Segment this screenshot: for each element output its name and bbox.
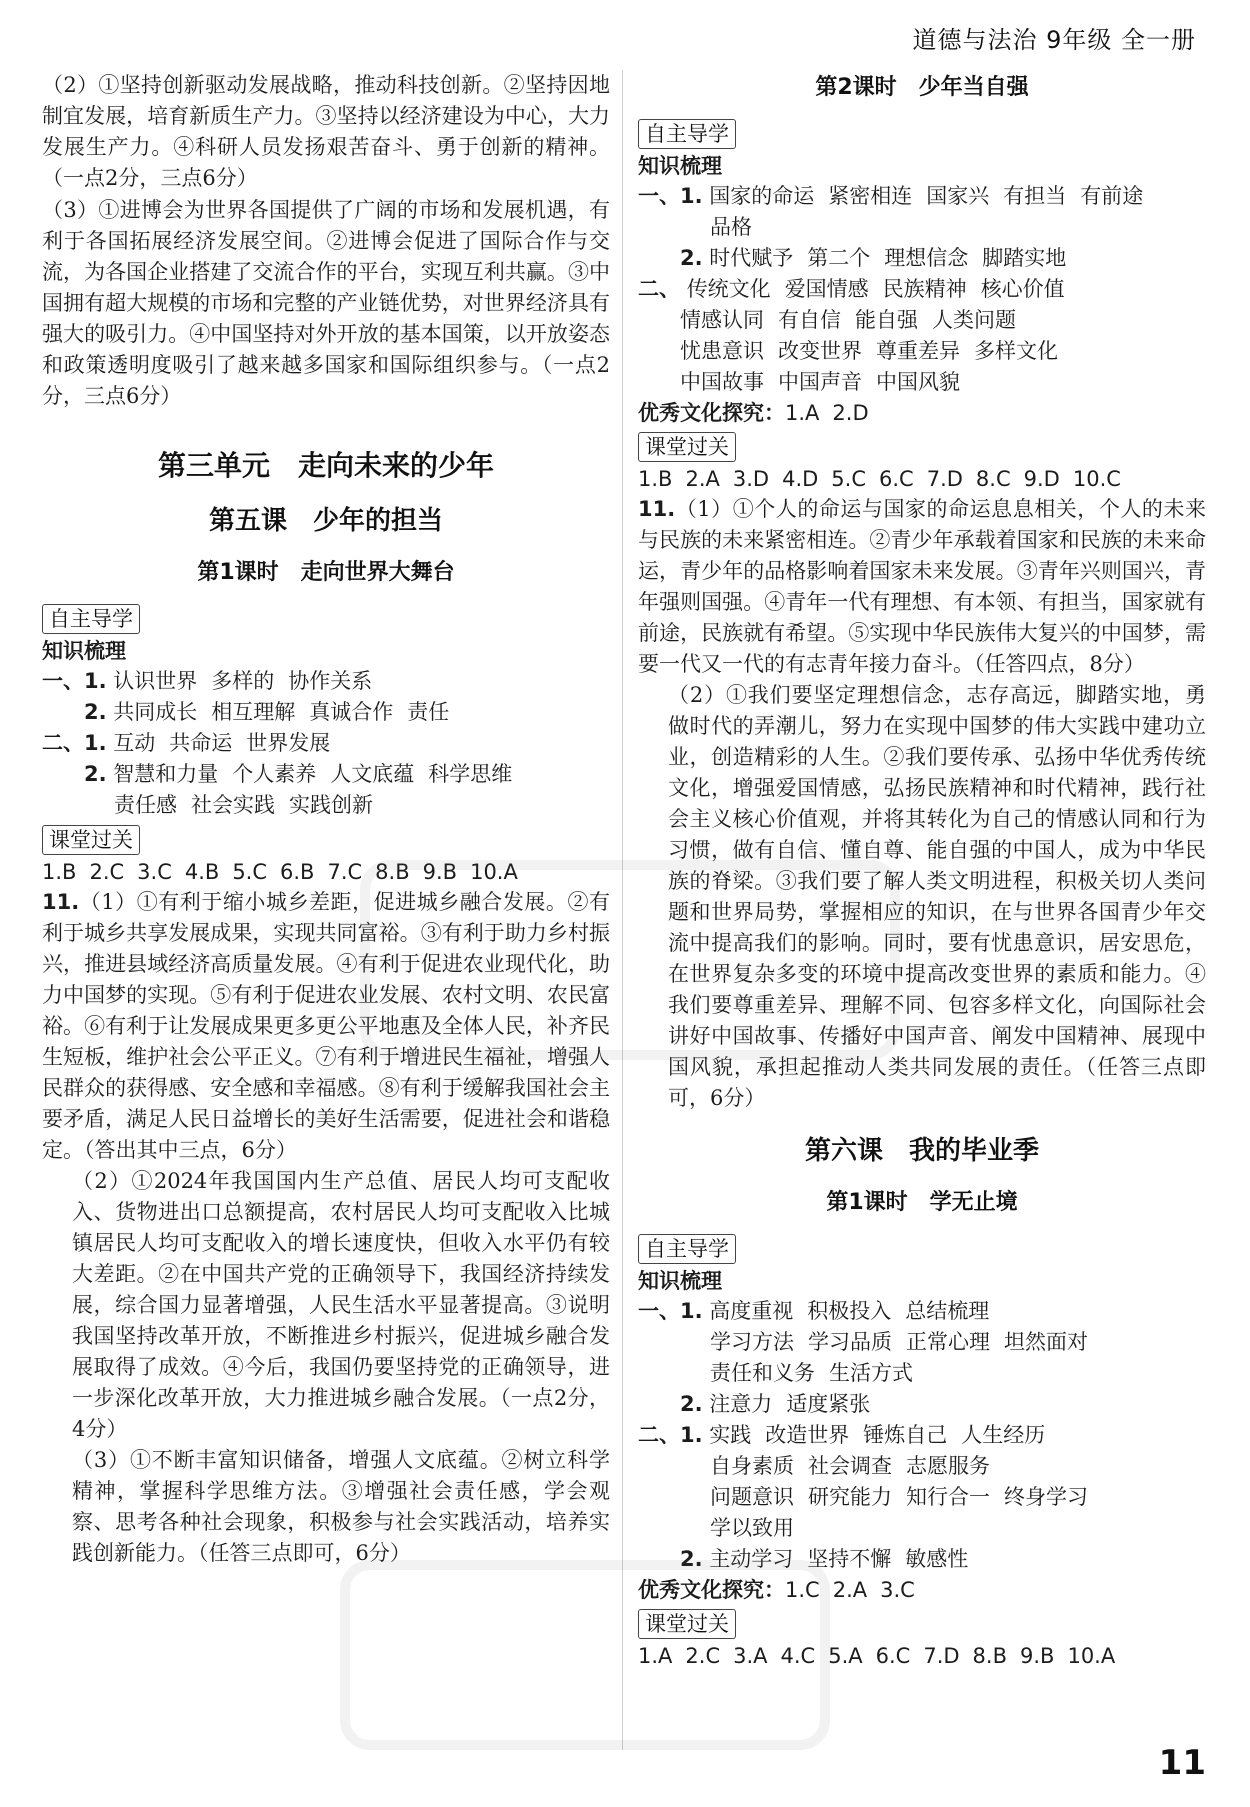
answer: 5.C [232,860,268,884]
culture-answers [638,1575,1206,1605]
term: 问题意识 [710,1485,794,1509]
term: 总结梳理 [905,1299,990,1323]
item-number: 2. [680,1392,703,1416]
term: 改造世界 [765,1423,850,1447]
term: 坦然面对 [1004,1330,1088,1354]
term: 忧患意识 [680,339,764,363]
answer-paragraph: （3）①不断丰富知识储备，增强人文底蕴。②树立科学精神，掌握科学思维方法。③增强社会责任感，学会观察、思考各种社会现象，积极参与社会实践活动，培养实践创新能力。（任答三点即可，6分） [72,1448,610,1565]
answer: 8.B [375,860,410,884]
term: 锤炼自己 [863,1423,948,1447]
item-number: 二、 [638,277,680,301]
answer: 6.C [879,467,914,491]
term: 责任感 [114,793,177,817]
term: 学习品质 [808,1330,892,1354]
answer-paragraph: （2）①我们要坚定理想信念，志存高远，脚踏实地，勇做时代的弄潮儿，努力在实现中国梦的伟大实践中建功立业，创造精彩的人生。②我们要传承、弘扬中华优秀传统文化，增强爱国情感，弘扬民族精神和时代精神，践行社会主义核心价值观，并将其转化为自己的情感认同和行为习惯，做有自信、懂自尊、能自强的中国人，成为中华民族的脊梁。③我们要了解人类文明进程，积极关切人类问题和世界局势，掌握相应的知识，在与世界各国青少年交流中提高我们的影响。同时，要有忧患意识，居安思危，在世界复杂多变的环境中提高改变世界的素质和能力。④我们要尊重差异、理解不同、包容多样文化，向国际社会讲好中国故事、传播好中国声音、阐发中国精神、展现中国风貌，承担起推动人类共同发展的责任。（任答三点即可，6分） [668,683,1206,1110]
term: 高度重视 [709,1299,794,1323]
term: 情感认同 [680,308,764,332]
answer: 9.B [422,860,458,884]
answer-paragraph: （2）①2024年我国国内生产总值、居民人均可支配收入、货物进出口总额提高，农村居民人均可支配收入比城镇居民人均可支配收入的增长速度快，但收入水平仍有较大差距。②在中国共产党的正确领导下，我国经济持续发展，综合国力显著增强，人民生活水平显著提高。③说明我国坚持改革开放，不断推进乡村振兴，促进城乡融合发展取得了成效。④今后，我国仍要坚持党的正确领导，进一步深化改革开放，大力推进城乡融合发展。（一点2分，4分） [72,1169,610,1441]
item-number: 一、1. [42,669,107,693]
term: 核心价值 [980,277,1065,301]
knowledge-line [638,1358,1206,1389]
answer: 2.C [89,860,125,884]
answer: 3.D [732,467,770,491]
period-title: 第2课时 少年当自强 [815,75,1029,100]
answer-paragraph: （3）①进博会为世界各国提供了广阔的市场和发展机遇，有利于各国拓展经济发展空间。②进博会促进了国际合作与交流，为各国企业搭建了交流合作的平台，实现互利共赢。③中国拥有超大规模的市场和完整的产业链优势，对世界经济具有强大的吸引力。④中国坚持对外开放的基本国策，以开放姿态和政策透明度吸引了越来越多国家和国际组织参与。（一点2分，三点6分） [42,198,610,408]
knowledge-line [638,1482,1206,1513]
sub-label: 知识梳理 [638,154,722,178]
question-number: 11. [638,497,676,521]
term: 实践创新 [289,793,373,817]
culture-label: 优秀文化探究： [638,401,785,425]
knowledge-line [638,243,1206,274]
term: 智慧和力量 [113,762,219,786]
term: 真诚合作 [309,700,394,724]
answer: 1.B [42,860,77,884]
question-answer [638,494,1206,680]
answer: 4.D [782,467,819,491]
answer: 6.B [280,860,315,884]
term: 研究能力 [808,1485,892,1509]
period-title: 第1课时 走向世界大舞台 [197,560,455,585]
term: 适度紧张 [786,1392,871,1416]
term: 知行合一 [906,1485,990,1509]
term: 科学思维 [428,762,513,786]
sub-label: 知识梳理 [638,1269,722,1293]
term: 理想信念 [884,246,969,270]
term: 中国声音 [778,370,862,394]
term: 人类问题 [932,308,1016,332]
right-column [638,70,1206,1671]
answer-text: （1）①有利于缩小城乡差距，促进城乡融合发展。②有利于城乡共享发展成果，实现共同富裕。③有利于助力乡村振兴，推进县域经济高质量发展。④有利于促进农业现代化，助力中国梦的实现。⑤有利于促进农业发展、农村文明、农民富裕。⑥有利于让发展成果更多更公平地惠及全体人民，补齐民生短板，维护社会公平正义。⑦有利于增进民生福祉，增强人民群众的获得感、安全感和幸福感。⑧有利于缓解我国社会主要矛盾，满足人民日益增长的美好生活需要，促进社会和谐稳定。（答出其中三点，6分） [42,890,610,1162]
term: 注意力 [709,1392,773,1416]
question-number: 11. [42,890,80,914]
answer-row [42,857,610,887]
sub-label: 知识梳理 [42,639,126,663]
page-header: 道德与法治 9年级 全一册 [912,26,1196,54]
answer: 7.D [923,1644,960,1668]
term: 紧密相连 [828,184,913,208]
term: 有自信 [778,308,841,332]
item-number: 2. [84,762,107,786]
term: 实践 [709,1423,752,1447]
term: 有前途 [1080,184,1144,208]
term: 脚踏实地 [982,246,1067,270]
answer: 5.C [831,467,866,491]
term: 认识世界 [113,669,198,693]
answer: 2.C [685,1644,721,1668]
unit-title: 第三单元 走向未来的少年 [157,449,494,482]
term: 多样的 [211,669,275,693]
term: 人生经历 [961,1423,1046,1447]
term: 相互理解 [211,700,296,724]
knowledge-line [638,367,1206,398]
answer-text: （1）①个人的命运与国家的命运息息相关，个人的未来与民族的未来紧密相连。②青少年承载着国家和民族的未来命运，青少年的品格影响着国家未来发展。③青年兴则国兴，青年强则国强。④青年一代有理想、有本领、有担当，国家就有前途，民族就有希望。⑤实现中华民族伟大复兴的中国梦，需要一代又一代的有志青年接力奋斗。（任答四点，8分） [638,497,1206,676]
knowledge-line [638,1420,1206,1451]
answer: 1.A [638,1644,673,1668]
answer: 9.B [1020,1644,1055,1668]
question-answer [42,887,610,1166]
item-number: 一、1. [638,184,703,208]
knowledge-line [638,1451,1206,1482]
lesson-title: 第五课 少年的担当 [208,506,443,536]
item-number: 一、1. [638,1299,703,1323]
answer: 10.C [1072,467,1121,491]
knowledge-line [42,790,610,821]
section-label: 自主导学 [42,604,140,634]
answer-row [638,464,1206,494]
term: 自身素质 [710,1454,794,1478]
term: 人文底蕴 [330,762,415,786]
term: 国家兴 [926,184,990,208]
term: 积极投入 [807,1299,892,1323]
term: 改变世界 [778,339,862,363]
knowledge-line [42,728,610,759]
answer: 3.A [733,1644,768,1668]
term: 个人素养 [232,762,317,786]
term: 尊重差异 [876,339,960,363]
term: 协作关系 [288,669,373,693]
term: 责任 [407,700,450,724]
answer: 3.C [880,1578,915,1602]
knowledge-line [638,1296,1206,1327]
term: 社会调查 [808,1454,892,1478]
section-label: 自主导学 [638,1234,736,1264]
answer: 6.C [875,1644,911,1668]
term: 民族精神 [882,277,967,301]
term: 品格 [710,215,752,239]
term: 第二个 [807,246,871,270]
term: 敏感性 [905,1547,969,1571]
term: 多样文化 [974,339,1058,363]
section-label: 自主导学 [638,119,736,149]
answer: 2.D [832,401,869,425]
term: 时代赋予 [709,246,794,270]
item-number: 二、1. [42,731,107,755]
term: 生活方式 [829,1361,913,1385]
knowledge-line [638,1544,1206,1575]
term: 世界发展 [246,731,331,755]
answer: 4.C [780,1644,816,1668]
knowledge-line [42,697,610,728]
answer: 2.A [685,467,720,491]
term: 有担当 [1003,184,1067,208]
term: 互动 [113,731,156,755]
term: 学习方法 [710,1330,794,1354]
answer: 1.A [785,401,820,425]
knowledge-line [42,666,610,697]
section-label: 课堂过关 [638,432,736,462]
item-number: 2. [680,1547,703,1571]
answer: 9.D [1023,467,1060,491]
answer: 8.C [975,467,1011,491]
term: 社会实践 [191,793,275,817]
item-number: 二、1. [638,1423,703,1447]
answer: 10.A [1067,1644,1116,1668]
term: 责任和义务 [710,1361,815,1385]
section-label: 课堂过关 [42,825,140,855]
knowledge-line [638,1327,1206,1358]
answer: 3.C [137,860,172,884]
term: 共命运 [169,731,233,755]
term: 共同成长 [113,700,198,724]
page-number: 11 [1158,1743,1206,1783]
answer: 10.A [470,860,518,884]
answer: 4.B [184,860,220,884]
answer: 1.C [785,1578,820,1602]
answer: 8.B [972,1644,1007,1668]
item-number: 2. [84,700,107,724]
column-divider [622,70,623,1750]
knowledge-line [42,759,610,790]
left-column [42,70,610,1569]
term: 能自强 [855,308,918,332]
section-label: 课堂过关 [638,1609,736,1639]
answer: 1.B [638,467,673,491]
answer: 5.A [828,1644,863,1668]
term: 中国风貌 [876,370,960,394]
lesson-title: 第六课 我的毕业季 [804,1136,1039,1166]
knowledge-line [638,336,1206,367]
term: 主动学习 [709,1547,794,1571]
term: 正常心理 [906,1330,990,1354]
answer: 2.A [832,1578,868,1602]
culture-answers [638,398,1206,428]
knowledge-line [638,181,1206,212]
answer-row [638,1641,1206,1671]
knowledge-line [638,1513,1206,1544]
answer: 7.D [926,467,963,491]
term: 传统文化 [686,277,771,301]
term: 学以致用 [710,1516,794,1540]
knowledge-line [638,1389,1206,1420]
answer: 7.C [327,860,363,884]
knowledge-line [638,212,1206,243]
term: 坚持不懈 [807,1547,892,1571]
item-number: 2. [680,246,703,270]
term: 国家的命运 [709,184,815,208]
period-title: 第1课时 学无止境 [826,1190,1018,1215]
term: 终身学习 [1004,1485,1088,1509]
culture-label: 优秀文化探究： [638,1578,785,1602]
term: 志愿服务 [906,1454,990,1478]
knowledge-line [638,305,1206,336]
answer-paragraph: （2）①坚持创新驱动发展战略，推动科技创新。②坚持因地制宜发展，培育新质生产力。③坚持以经济建设为中心，大力发展生产力。④科研人员发扬艰苦奋斗、勇于创新的精神。（一点2分，三点6分） [42,73,610,190]
term: 爱国情感 [784,277,869,301]
term: 中国故事 [680,370,764,394]
knowledge-line [638,274,1206,305]
